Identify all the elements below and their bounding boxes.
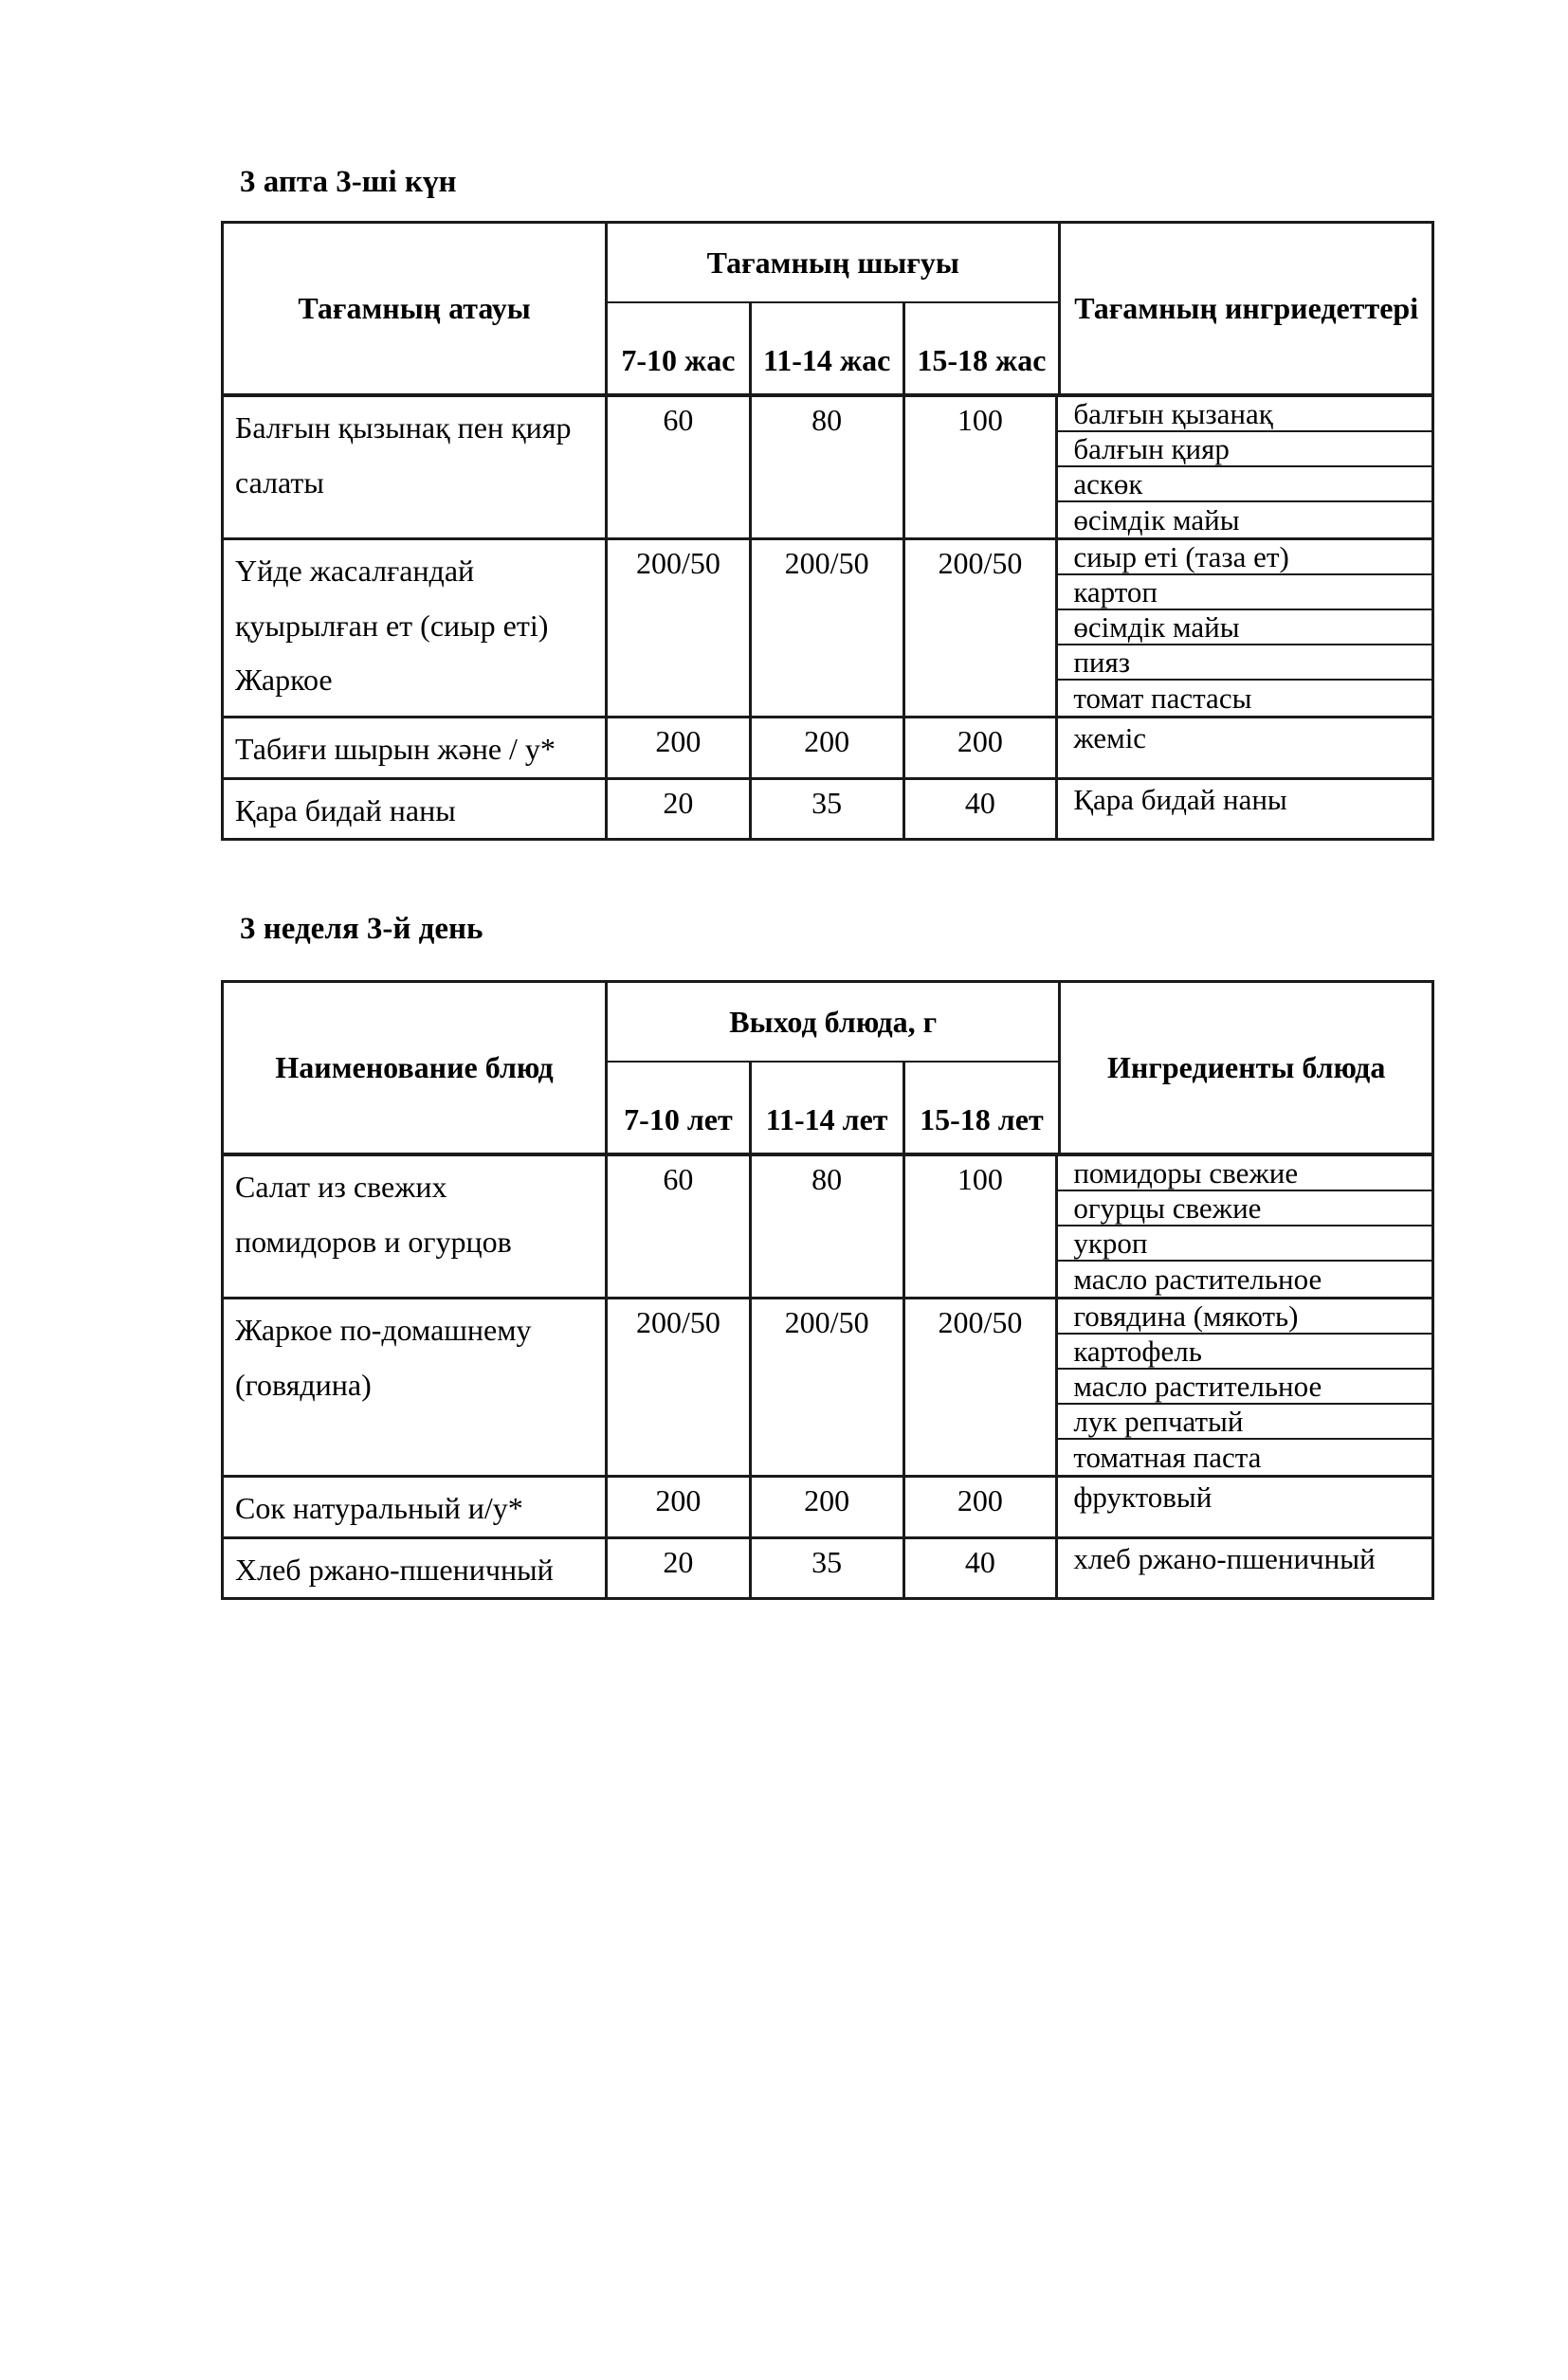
ingredient-item: картоп [1058, 575, 1431, 610]
table-row [224, 777, 1431, 839]
document-content [0, 163, 1434, 1600]
ingredient-item: хлеб ржано-пшеничный [1073, 1541, 1376, 1575]
ingredients-cell [1058, 1299, 1431, 1475]
header-age-11-14: 11-14 жас [752, 303, 905, 393]
portion-7-10-cell: 200 [608, 1478, 752, 1536]
header-age-7-10: 7-10 жас [608, 303, 752, 393]
ingredients-cell [1058, 1478, 1431, 1536]
table-row [224, 397, 1431, 537]
dish-name-cell: Сок натуральный и/у* [224, 1478, 608, 1536]
portion-15-18-cell: 40 [905, 780, 1059, 839]
table-row [224, 1475, 1431, 1536]
dish-name-cell: Жаркое по-домашнему (говядина) [224, 1299, 608, 1475]
portion-7-10-cell: 60 [608, 397, 752, 537]
table-row [224, 1297, 1431, 1475]
ingredient-item: балғын қияр [1058, 432, 1431, 467]
menu-table [221, 221, 1434, 841]
dish-name-cell: Балғын қызынақ пен қияр салаты [224, 397, 608, 537]
ingredient-item: аскөк [1058, 467, 1431, 502]
ingredient-item: балғын қызанақ [1058, 397, 1431, 432]
header-dish-name: Тағамның атауы [224, 224, 608, 393]
ingredients-cell [1058, 718, 1431, 777]
ingredient-item: пияз [1058, 645, 1431, 681]
portion-15-18-cell: 200 [905, 1478, 1059, 1536]
ingredient-item: укроп [1058, 1226, 1431, 1262]
table-body [224, 1156, 1431, 1597]
menu-section [221, 163, 1434, 841]
table-row [224, 537, 1431, 716]
ingredient-item: өсімдік майы [1058, 610, 1431, 645]
portion-15-18-cell: 40 [905, 1539, 1059, 1598]
header-ingredients: Ингредиенты блюда [1058, 983, 1431, 1153]
portion-11-14-cell: 200/50 [752, 540, 905, 716]
ingredient-item: фруктовый [1073, 1481, 1212, 1515]
document-page [0, 163, 1568, 2380]
table-row [224, 716, 1431, 777]
table-row [224, 1536, 1431, 1598]
ingredient-item: огурцы свежие [1058, 1191, 1431, 1226]
header-dish-name: Наименование блюд [224, 983, 608, 1153]
dish-name-cell: Қара бидай наны [224, 780, 608, 839]
ingredient-item: говядина (мякоть) [1058, 1299, 1431, 1335]
ingredient-item: томат пастасы [1073, 681, 1252, 715]
table-header [224, 224, 1431, 397]
dish-name-cell: Табиғи шырын және / у* [224, 718, 608, 777]
header-age-11-14: 11-14 лет [752, 1063, 905, 1153]
header-age-15-18: 15-18 жас [917, 343, 1047, 377]
ingredients-cell [1058, 780, 1431, 839]
header-age-15-18: 15-18 лет [920, 1102, 1044, 1137]
ingredient-item: масло растительное [1073, 1262, 1322, 1296]
menu-table [221, 980, 1434, 1600]
section-title: 3 апта 3-ші күн [240, 165, 457, 199]
ingredient-item: помидоры свежие [1058, 1156, 1431, 1191]
dish-name-cell: Хлеб ржано-пшеничный [224, 1539, 608, 1598]
menu-section [221, 910, 1434, 1600]
portion-15-18-cell: 100 [905, 397, 1059, 537]
table-header [224, 983, 1431, 1156]
portion-15-18-cell: 200/50 [905, 540, 1059, 716]
table-body [224, 397, 1431, 838]
ingredient-item: томатная паста [1073, 1440, 1262, 1474]
portion-11-14-cell: 80 [752, 1156, 905, 1297]
ingredients-cell [1058, 1539, 1431, 1598]
section-title: 3 неделя 3-й день [240, 912, 483, 947]
ingredients-cell [1058, 1156, 1431, 1297]
portion-7-10-cell: 200/50 [608, 540, 752, 716]
dish-name-cell: Салат из свежих помидоров и огурцов [224, 1156, 608, 1297]
portion-15-18-cell: 200 [905, 718, 1059, 777]
ingredient-item: жеміс [1073, 721, 1147, 754]
ingredient-item: масло растительное [1058, 1370, 1431, 1405]
portion-11-14-cell: 35 [752, 1539, 905, 1598]
portion-11-14-cell: 200 [752, 718, 905, 777]
ingredient-item: сиыр еті (таза ет) [1058, 540, 1431, 575]
dish-name-cell: Үйде жасалғандай қуырылған ет (сиыр еті) Жаркое [224, 540, 608, 716]
ingredients-cell [1058, 540, 1431, 716]
ingredient-item: картофель [1058, 1335, 1431, 1370]
header-ingredients: Тағамның ингриедеттері [1058, 224, 1431, 393]
portion-7-10-cell: 20 [608, 780, 752, 839]
portion-7-10-cell: 200 [608, 718, 752, 777]
portion-11-14-cell: 80 [752, 397, 905, 537]
ingredient-item: өсімдік майы [1073, 502, 1240, 536]
header-output-group: Тағамның шығуы [608, 224, 1058, 303]
portion-15-18-cell: 100 [905, 1156, 1059, 1297]
portion-15-18-cell: 200/50 [905, 1299, 1059, 1475]
table-row [224, 1156, 1431, 1297]
ingredient-item: лук репчатый [1058, 1405, 1431, 1440]
header-age-7-10: 7-10 лет [608, 1063, 752, 1153]
portion-11-14-cell: 35 [752, 780, 905, 839]
ingredient-item: Қара бидай наны [1073, 782, 1287, 816]
portion-11-14-cell: 200/50 [752, 1299, 905, 1475]
portion-7-10-cell: 20 [608, 1539, 752, 1598]
header-output-group: Выход блюда, г [608, 983, 1058, 1063]
portion-7-10-cell: 200/50 [608, 1299, 752, 1475]
portion-7-10-cell: 60 [608, 1156, 752, 1297]
portion-11-14-cell: 200 [752, 1478, 905, 1536]
ingredients-cell [1058, 397, 1431, 537]
